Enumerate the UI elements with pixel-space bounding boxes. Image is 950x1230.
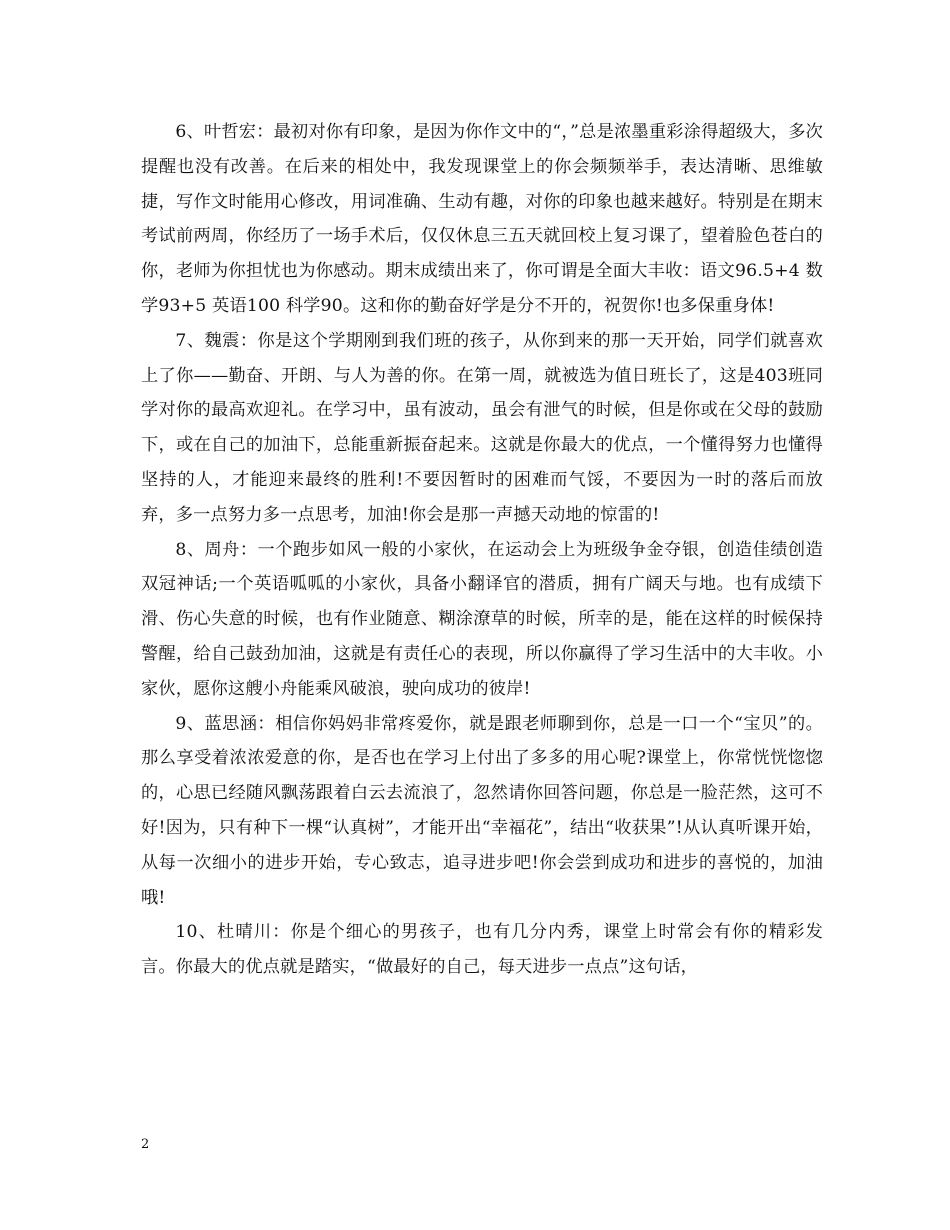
comment-paragraph-10: 10、杜晴川：你是个细心的男孩子，也有几分内秀，课堂上时常会有你的精彩发言。你最大的优点就是踏实，“做最好的自己，每天进步一点点”这句话， (141, 922, 823, 978)
comment-paragraph-7: 7、魏震：你是这个学期刚到我们班的孩子，从你到来的那一天开始，同学们就喜欢上了你——勤奋、开朗、与人为善的你。在第一周，就被选为值日班长了，这是403班同学对你的最高欢迎礼。在学习中，虽有波动，虽会有泄气的时候，但是你或在父母的鼓励下，或在自己的加油下，总能重新振奋起来。这就是你最大的优点，一个懂得努力也懂得坚持的人，才能迎来最终的胜利!不要因暂时的困难而气馁，不要因为一时的落后而放弃，多一点努力多一点思考，加油!你会是那一声撼天动地的惊雷的! (141, 330, 823, 525)
page-number: 2 (141, 1137, 150, 1152)
document-body (141, 115, 823, 985)
comment-paragraph-6: 6、叶哲宏：最初对你有印象，是因为你作文中的“，”总是浓墨重彩涂得超级大，多次提醒也没有改善。在后来的相处中，我发现课堂上的你会频频举手，表达清晰、思维敏捷，写作文时能用心修改，用词准确、生动有趣，对你的印象也越来越好。特别是在期末考试前两周，你经历了一场手术后，仅仅休息三五天就回校上复习课了，望着脸色苍白的你，老师为你担忧也为你感动。期末成绩出来了，你可谓是全面大丰收：语文96.5+4 数学93+5 英语100 科学90。这和你的勤奋好学是分不开的，祝贺你!也多保重身体! (141, 122, 823, 316)
comment-paragraph-8: 8、周舟：一个跑步如风一般的小家伙，在运动会上为班级争金夺银，创造佳绩创造双冠神话;一个英语呱呱的小家伙，具备小翻译官的潜质，拥有广阔天与地。也有成绩下滑、伤心失意的时候，也有作业随意、糊涂潦草的时候，所幸的是，能在这样的时候保持警醒，给自己鼓劲加油，这就是有责任心的表现，所以你赢得了学习生活中的大丰收。小家伙，愿你这艘小舟能乘风破浪，驶向成功的彼岸! (141, 539, 823, 699)
comment-paragraph-9: 9、蓝思涵：相信你妈妈非常疼爱你，就是跟老师聊到你，总是一口一个“宝贝”的。那么享受着浓浓爱意的你，是否也在学习上付出了多多的用心呢?课堂上，你常恍恍惚惚的，心思已经随风飘荡跟着白云去流浪了，忽然请你回答问题，你总是一脸茫然，这可不好!因为，只有种下一棵“认真树”，才能开出“幸福花”，结出“收获果”!从认真听课开始，从每一次细小的进步开始，专心致志，追寻进步吧!你会尝到成功和进步的喜悦的，加油哦! (141, 713, 823, 908)
